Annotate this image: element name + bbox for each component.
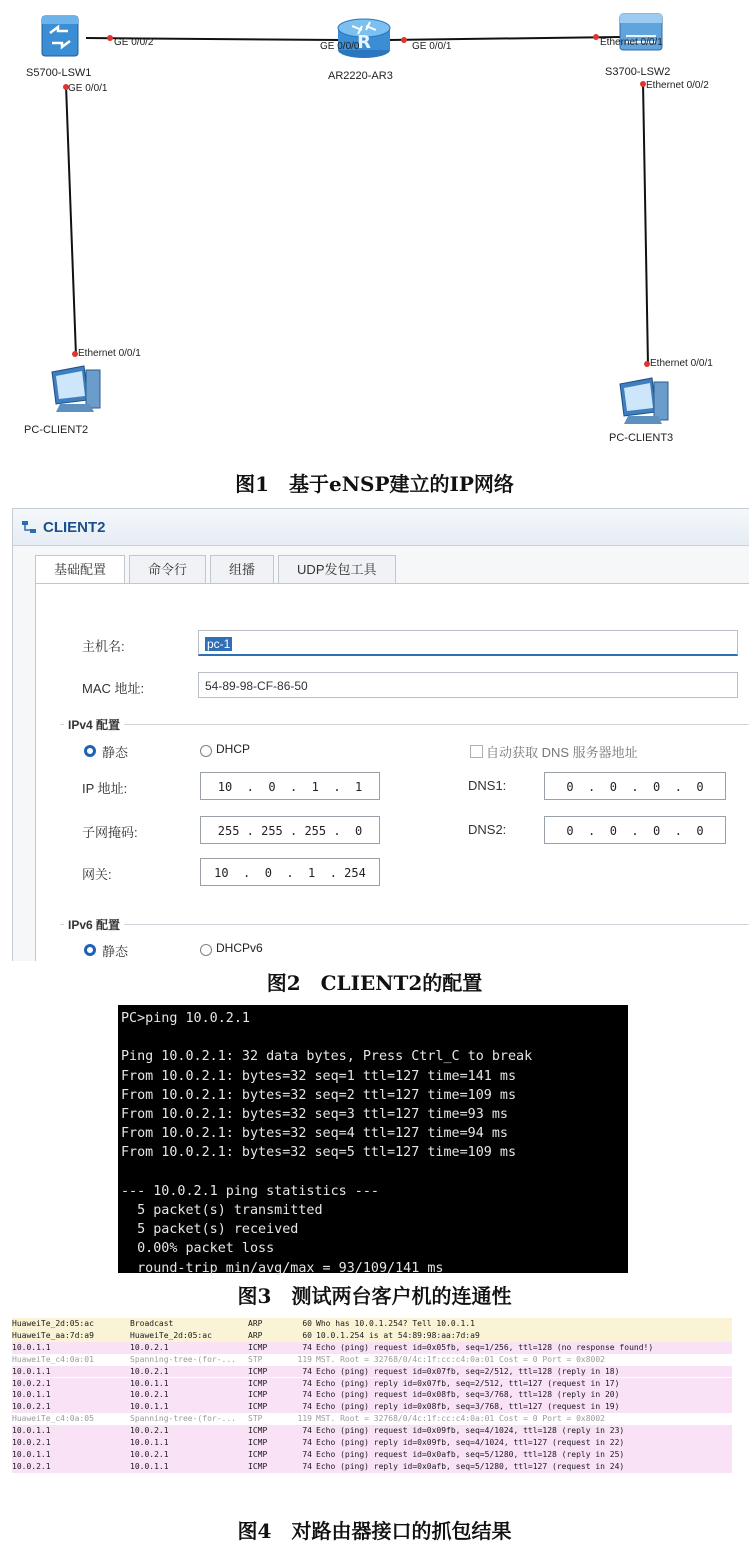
terminal-line: From 10.0.2.1: bytes=32 seq=2 ttl=127 time=109 ms xyxy=(121,1087,517,1103)
packet-row[interactable] xyxy=(12,1437,732,1449)
packet-dst: 10.0.2.1 xyxy=(130,1449,169,1459)
port-label: GE 0/0/1 xyxy=(412,41,452,52)
ipv4-group xyxy=(60,724,749,899)
packet-dst: 10.0.1.1 xyxy=(130,1461,169,1471)
static-radio[interactable] xyxy=(84,745,96,757)
packet-proto: ICMP xyxy=(248,1449,268,1459)
packet-src: 10.0.2.1 xyxy=(12,1438,51,1447)
packet-src: HuaweiTe_c4:0a:01 xyxy=(12,1354,94,1364)
dns1-label: DNS1: xyxy=(468,778,507,793)
terminal-line: From 10.0.2.1: bytes=32 seq=1 ttl=127 time=141 ms xyxy=(121,1068,517,1084)
hostname-input[interactable] xyxy=(198,630,738,656)
gateway-label: 网关: xyxy=(82,867,112,882)
packet-len: 74 xyxy=(302,1390,312,1400)
terminal-line: 5 packet(s) transmitted xyxy=(121,1203,323,1219)
packet-row[interactable] xyxy=(12,1425,732,1437)
packet-row[interactable] xyxy=(12,1413,732,1425)
packet-len: 74 xyxy=(302,1366,312,1376)
figure3-caption: 图3 测试两台客户机的连通性 xyxy=(237,1284,512,1308)
terminal-line: 5 packet(s) received xyxy=(121,1222,299,1238)
packet-len: 60 xyxy=(302,1319,312,1328)
packet-proto: ICMP xyxy=(248,1342,268,1352)
packet-info: Echo (ping) reply id=0x07fb, seq=2/512, ttl=127 (request in 17) xyxy=(316,1378,620,1388)
mac-label: MAC 地址: xyxy=(82,681,145,696)
packet-info: Echo (ping) request id=0x0afb, seq=5/1280, ttl=128 (reply in 25) xyxy=(316,1449,625,1459)
terminal-line: Ping 10.0.2.1: 32 data bytes, Press Ctrl_C to break xyxy=(121,1049,533,1065)
link-lsw1-client2 xyxy=(66,85,76,356)
svg-text:R: R xyxy=(357,32,371,53)
packet-src: HuaweiTe_aa:7d:a9 xyxy=(12,1330,94,1340)
packet-len: 74 xyxy=(302,1461,312,1471)
packet-src: HuaweiTe_c4:0a:05 xyxy=(12,1414,94,1424)
dns1-field[interactable]: 0 . 0 . 0 . 0 xyxy=(544,772,726,800)
packet-dst: 10.0.1.1 xyxy=(130,1402,169,1412)
device-label-lsw1: S5700-LSW1 xyxy=(26,67,92,79)
ip-address-field[interactable]: 10 . 0 . 1 . 1 xyxy=(200,772,380,800)
terminal-line: From 10.0.2.1: bytes=32 seq=3 ttl=127 time=93 ms xyxy=(121,1107,508,1123)
ipv6-group-title: IPv6 配置 xyxy=(64,916,124,933)
network-icon xyxy=(21,519,37,535)
packet-proto: STP xyxy=(248,1414,263,1424)
packet-len: 74 xyxy=(302,1438,312,1447)
packet-len: 74 xyxy=(302,1342,312,1352)
packet-proto: STP xyxy=(248,1354,263,1364)
packet-src: HuaweiTe_2d:05:ac xyxy=(12,1319,94,1328)
terminal-line: From 10.0.2.1: bytes=32 seq=4 ttl=127 time=94 ms xyxy=(121,1126,508,1142)
packet-info: MST. Root = 32768/0/4c:1f:cc:c4:0a:01 Cost = 0 Port = 0x8002 xyxy=(316,1354,605,1364)
ipv6-group xyxy=(60,924,749,961)
port-label: Ethernet 0/0/2 xyxy=(646,80,709,91)
static6-radio[interactable] xyxy=(84,944,96,956)
dhcpv6-label: DHCPv6 xyxy=(216,941,263,955)
ipv4-group-title: IPv4 配置 xyxy=(64,716,124,733)
terminal-line xyxy=(121,1028,628,1047)
packet-row[interactable] xyxy=(12,1449,732,1461)
packet-proto: ICMP xyxy=(248,1390,268,1400)
terminal-line: --- 10.0.2.1 ping statistics --- xyxy=(121,1183,379,1199)
port-label: Ethernet 0/0/1 xyxy=(78,348,141,359)
static-label: 静态 xyxy=(102,745,129,760)
dhcp-label: DHCP xyxy=(216,742,251,756)
packet-dst: Broadcast xyxy=(130,1319,174,1328)
port-label: Ethernet 0/0/1 xyxy=(600,37,663,48)
hostname-label: 主机名: xyxy=(82,639,125,654)
tab-udp-tool[interactable]: UDP发包工具 xyxy=(278,555,395,584)
packet-len: 60 xyxy=(302,1330,312,1340)
dhcpv6-radio[interactable] xyxy=(200,944,212,956)
packet-proto: ARP xyxy=(248,1319,263,1328)
packet-src: 10.0.1.1 xyxy=(12,1426,51,1436)
mac-field[interactable]: 54-89-98-CF-86-50 xyxy=(198,672,738,698)
packet-info: Echo (ping) reply id=0x08fb, seq=3/768, ttl=127 (request in 19) xyxy=(316,1402,620,1412)
window-titlebar xyxy=(13,509,749,546)
packet-row[interactable] xyxy=(12,1342,732,1354)
figure1-caption: 图1 基于eNSP建立的IP网络 xyxy=(235,472,514,496)
packet-info: 10.0.1.254 is at 54:89:98:aa:7d:a9 xyxy=(316,1330,480,1340)
port-label: GE 0/0/0 xyxy=(320,41,360,52)
packet-len: 74 xyxy=(302,1449,312,1459)
packet-row[interactable] xyxy=(12,1378,732,1390)
terminal-line: 0.00% packet loss xyxy=(121,1241,275,1257)
tab-bar xyxy=(35,555,400,584)
packet-row[interactable] xyxy=(12,1366,732,1378)
packet-info: Who has 10.0.1.254? Tell 10.0.1.1 xyxy=(316,1319,475,1328)
packet-proto: ARP xyxy=(248,1330,263,1340)
packet-proto: ICMP xyxy=(248,1438,268,1447)
packet-proto: ICMP xyxy=(248,1378,268,1388)
packet-info: Echo (ping) reply id=0x09fb, seq=4/1024, ttl=127 (request in 22) xyxy=(316,1438,625,1447)
packet-proto: ICMP xyxy=(248,1461,268,1471)
packet-dst: 10.0.2.1 xyxy=(130,1366,169,1376)
gateway-field[interactable]: 10 . 0 . 1 . 254 xyxy=(200,858,380,886)
packet-list xyxy=(12,1318,732,1508)
packet-row[interactable] xyxy=(12,1461,732,1473)
hostname-value: pc-1 xyxy=(207,637,231,651)
device-label-ar3: AR2220-AR3 xyxy=(328,70,393,82)
packet-len: 119 xyxy=(297,1414,312,1424)
packet-row[interactable] xyxy=(12,1318,732,1330)
auto-dns-checkbox[interactable] xyxy=(470,745,483,758)
packet-dst: Spanning-tree-(for-... xyxy=(130,1414,236,1424)
packet-dst: 10.0.2.1 xyxy=(130,1342,169,1352)
packet-row[interactable] xyxy=(12,1330,732,1342)
port-label: GE 0/0/1 xyxy=(68,83,108,94)
packet-len: 74 xyxy=(302,1426,312,1436)
ip-label: IP 地址: xyxy=(82,781,128,796)
auto-dns-label: 自动获取 DNS 服务器地址 xyxy=(486,745,638,760)
packet-src: 10.0.1.1 xyxy=(12,1342,51,1352)
basic-config-panel xyxy=(35,583,749,961)
packet-info: MST. Root = 32768/0/4c:1f:cc:c4:0a:01 Cost = 0 Port = 0x8002 xyxy=(316,1414,605,1424)
packet-info: Echo (ping) request id=0x08fb, seq=3/768, ttl=128 (reply in 20) xyxy=(316,1390,620,1400)
packet-row[interactable] xyxy=(12,1354,732,1366)
packet-dst: 10.0.2.1 xyxy=(130,1390,169,1400)
packet-dst: 10.0.2.1 xyxy=(130,1426,169,1436)
figure4-caption: 图4 对路由器接口的抓包结果 xyxy=(237,1519,512,1543)
port-label: GE 0/0/2 xyxy=(114,37,154,48)
window-title: CLIENT2 xyxy=(43,518,106,536)
packet-proto: ICMP xyxy=(248,1426,268,1436)
device-label-lsw2: S3700-LSW2 xyxy=(605,66,671,78)
dhcp-radio[interactable] xyxy=(200,745,212,757)
pc-icon-client3[interactable] xyxy=(620,378,668,424)
subnet-mask-field[interactable]: 255 . 255 . 255 . 0 xyxy=(200,816,380,844)
terminal-line: round-trip min/avg/max = 93/109/141 ms xyxy=(121,1260,444,1276)
figure2-caption: 图2 CLIENT2的配置 xyxy=(266,971,483,995)
packet-len: 119 xyxy=(297,1354,312,1364)
packet-src: 10.0.1.1 xyxy=(12,1390,51,1400)
packet-src: 10.0.1.1 xyxy=(12,1449,51,1459)
packet-src: 10.0.1.1 xyxy=(12,1366,51,1376)
packet-src: 10.0.2.1 xyxy=(12,1461,51,1471)
terminal-line: PC>ping 10.0.2.1 xyxy=(121,1011,250,1026)
terminal-window xyxy=(118,1005,628,1276)
pc-icon-client2[interactable] xyxy=(52,366,100,412)
packet-proto: ICMP xyxy=(248,1402,268,1412)
router-icon-ar3[interactable] xyxy=(338,19,390,58)
packet-row[interactable] xyxy=(12,1401,732,1413)
mask-label: 子网掩码: xyxy=(82,825,138,840)
packet-len: 74 xyxy=(302,1402,312,1412)
packet-src: 10.0.2.1 xyxy=(12,1402,51,1412)
switch-icon-lsw1[interactable] xyxy=(42,16,78,56)
static6-label: 静态 xyxy=(102,944,129,959)
dns2-label: DNS2: xyxy=(468,822,507,837)
terminal-line: From 10.0.2.1: bytes=32 seq=5 ttl=127 time=109 ms xyxy=(121,1145,517,1161)
packet-dst: 10.0.1.1 xyxy=(130,1438,169,1447)
packet-len: 74 xyxy=(302,1378,312,1388)
packet-info: Echo (ping) request id=0x05fb, seq=1/256, ttl=128 (no response found!) xyxy=(316,1342,654,1352)
device-label-client3: PC-CLIENT3 xyxy=(609,432,674,444)
device-label-client2: PC-CLIENT2 xyxy=(24,424,89,436)
packet-info: Echo (ping) request id=0x09fb, seq=4/1024, ttl=128 (reply in 23) xyxy=(316,1426,625,1436)
packet-info: Echo (ping) reply id=0x0afb, seq=5/1280, ttl=127 (request in 24) xyxy=(316,1461,625,1471)
packet-src: 10.0.2.1 xyxy=(12,1378,51,1388)
packet-proto: ICMP xyxy=(248,1366,268,1376)
topology-figure xyxy=(0,0,749,460)
dns2-field[interactable]: 0 . 0 . 0 . 0 xyxy=(544,816,726,844)
packet-dst: Spanning-tree-(for-... xyxy=(130,1354,236,1364)
link-lsw2-client3 xyxy=(643,82,648,366)
terminal-line xyxy=(121,1163,628,1182)
client-config-window xyxy=(12,508,749,961)
packet-dst: HuaweiTe_2d:05:ac xyxy=(130,1330,212,1340)
port-label: Ethernet 0/0/1 xyxy=(650,358,713,369)
link-ar3-lsw2 xyxy=(388,37,620,40)
packet-dst: 10.0.1.1 xyxy=(130,1378,169,1388)
packet-row[interactable] xyxy=(12,1389,732,1401)
packet-info: Echo (ping) request id=0x07fb, seq=2/512, ttl=128 (reply in 18) xyxy=(316,1366,620,1376)
tab-multicast[interactable]: 组播 xyxy=(210,555,274,584)
terminal-output xyxy=(118,1005,628,1278)
tab-command-line[interactable]: 命令行 xyxy=(129,555,206,584)
tab-basic-config[interactable]: 基础配置 xyxy=(35,555,125,584)
